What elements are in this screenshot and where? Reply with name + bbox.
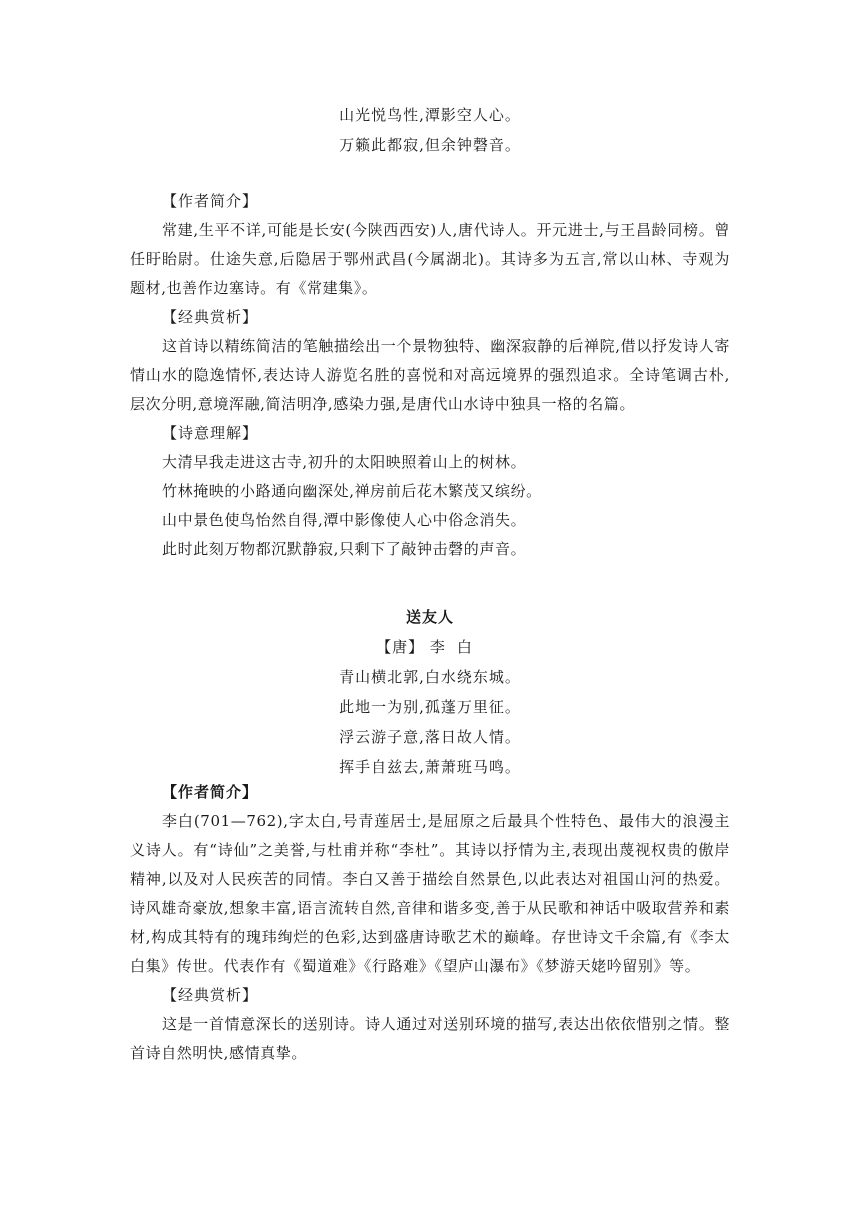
meaning-line-3: 山中景色使鸟怡然自得,潭中影像使人心中俗念消失。 (162, 511, 527, 529)
meaning-line-4: 此时此刻万物都沉默静寂,只剩下了敲钟击磬的声音。 (162, 540, 527, 558)
poem1-lines (130, 100, 730, 160)
section2-author-heading: 【作者简介】 (162, 783, 259, 801)
poem2-line-4: 挥手自兹去,萧萧班马鸣。 (339, 758, 521, 776)
section1-author-text: 常建,生平不详,可能是长安(今陕西西安)人,唐代诗人。开元进士,与王昌龄同榜。曾任盱眙尉。仕途失意,后隐居于鄂州武昌(今属湖北)。其诗多为五言,常以山林、寺观为题材,也善作边塞诗。有《常建集》。 (130, 221, 730, 297)
poem2-line-3: 浮云游子意,落日故人情。 (339, 728, 521, 746)
poem2-line-1: 青山横北郭,白水绕东城。 (339, 668, 521, 686)
section1 (130, 187, 730, 564)
meaning-line-2: 竹林掩映的小路通向幽深处,禅房前后花木繁茂又缤纷。 (162, 482, 542, 500)
section2-analysis-text: 这是一首情意深长的送别诗。诗人通过对送别环境的描写,表达出依依惜别之情。整首诗自然明快,感情真挚。 (130, 1015, 730, 1062)
poem1-line-2: 万籁此都寂,但余钟磬音。 (339, 136, 521, 154)
section2-author-text: 李白(701—762),字太白,号青莲居士,是屈原之后最具个性特色、最伟大的浪漫主义诗人。有“诗仙”之美誉,与杜甫并称“李杜”。其诗以抒情为主,表现出蔑视权贵的傲岸精神,以及对人民疾苦的同情。李白又善于描绘自然景色,以此表达对祖国山河的热爱。诗风雄奇豪放,想象丰富,语言流转自然,音律和谐多变,善于从民歌和神话中吸取营养和素材,构成其特有的瑰玮绚烂的色彩,达到盛唐诗歌艺术的巅峰。存世诗文千余篇,有《李太白集》传世。代表作有《蜀道难》《行路难》《望庐山瀑布》《梦游天姥吟留别》等。 (130, 812, 730, 975)
poem2-byline (130, 632, 730, 662)
poem2 (130, 602, 730, 782)
poem2-line-2: 此地一为别,孤蓬万里征。 (339, 698, 521, 716)
poem2-dynasty: 【唐】 (376, 638, 425, 656)
meaning-line-1: 大清早我走进这古寺,初升的太阳映照着山上的树林。 (162, 453, 527, 471)
poem2-title: 送友人 (405, 608, 454, 626)
section1-analysis-heading: 【经典赏析】 (162, 308, 259, 326)
section2-analysis-heading: 【经典赏析】 (162, 986, 259, 1004)
section2 (130, 778, 730, 1068)
section1-analysis-text: 这首诗以精练简洁的笔触描绘出一个景物独特、幽深寂静的后禅院,借以抒发诗人寄情山水的隐逸情怀,表达诗人游览名胜的喜悦和对高远境界的强烈追求。全诗笔调古朴,层次分明,意境浑融,简洁明净,感染力强,是唐代山水诗中独具一格的名篇。 (130, 337, 730, 413)
section1-meaning-heading: 【诗意理解】 (162, 424, 259, 442)
section1-author-heading: 【作者简介】 (162, 192, 259, 210)
poem2-author: 李白 (429, 638, 484, 656)
poem1-line-1: 山光悦鸟性,潭影空人心。 (339, 106, 521, 124)
